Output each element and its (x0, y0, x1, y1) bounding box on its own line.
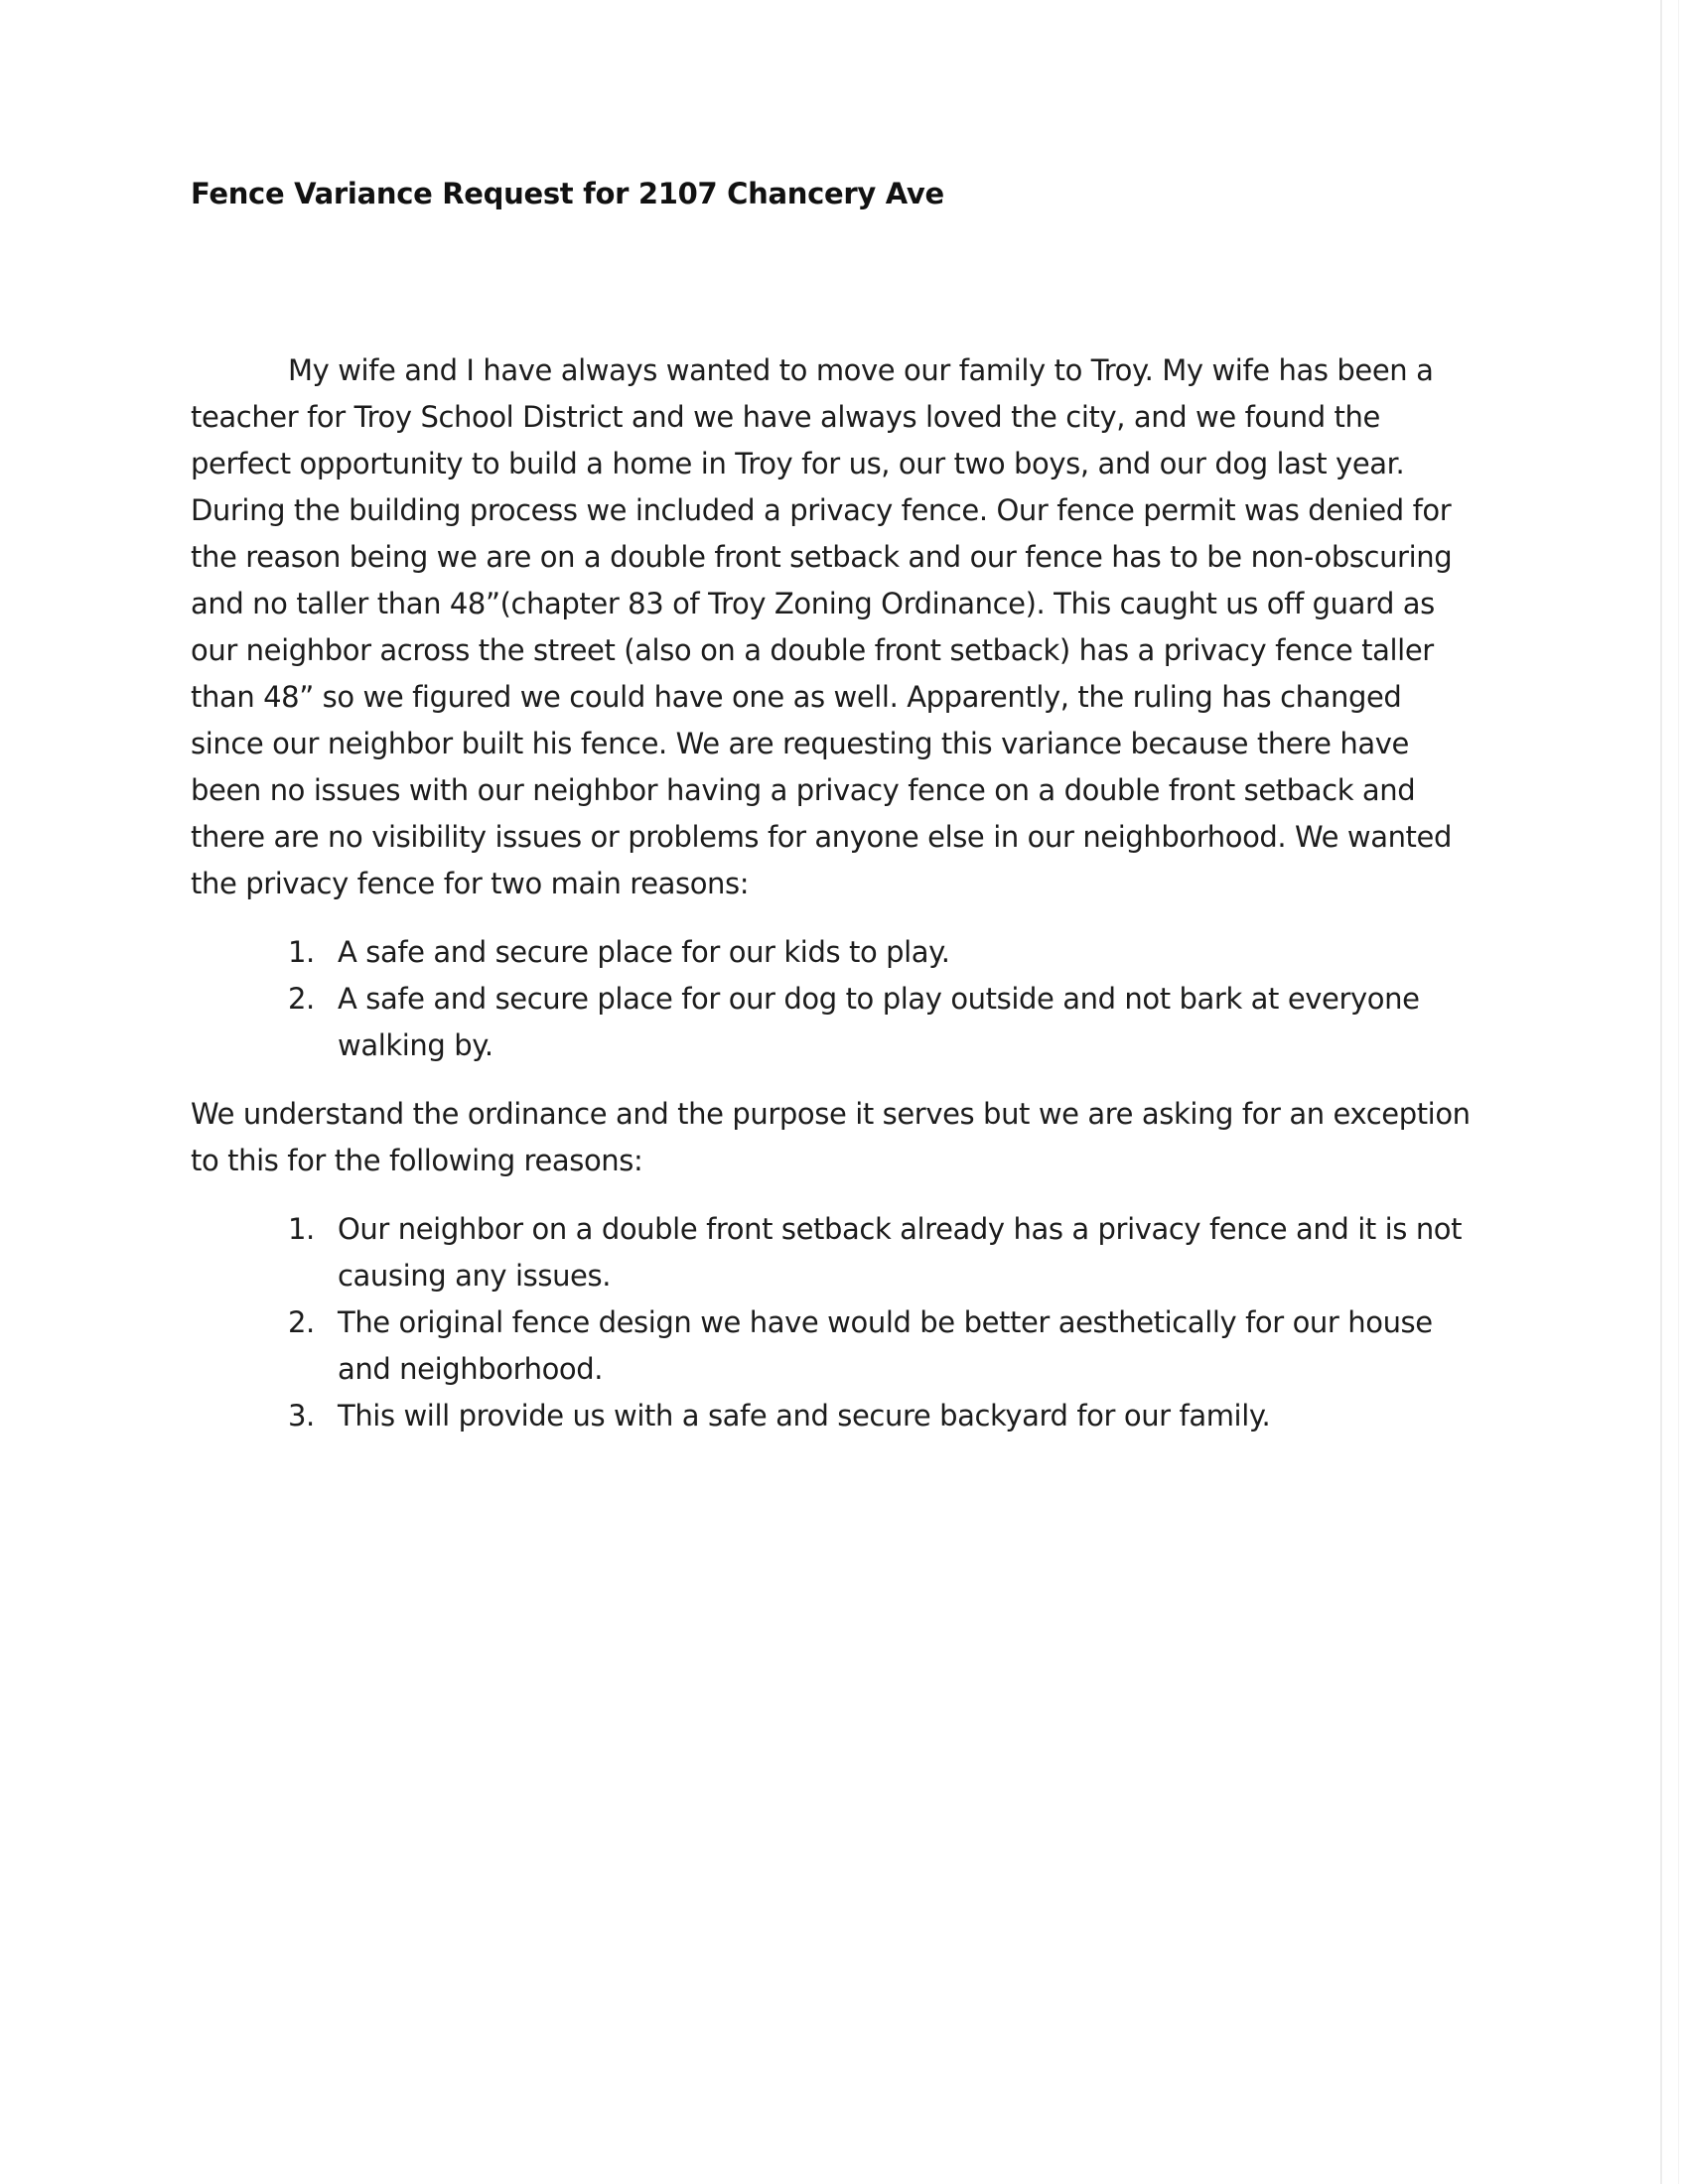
list-item (191, 976, 1481, 1069)
document-content (191, 177, 1481, 1439)
document-title: Fence Variance Request for 2107 Chancery Ave (191, 177, 944, 210)
list-item (191, 1299, 1481, 1393)
list-item-number: 1. (288, 1212, 315, 1246)
list-item-text: A safe and secure place for our kids to play. (338, 935, 950, 969)
list-item (191, 1393, 1481, 1439)
list-item-text: The original fence design we have would be better aesthetically for our house and neighborhood. (338, 1305, 1433, 1386)
list-item-number: 3. (288, 1399, 315, 1433)
list-item-text: This will provide us with a safe and secure backyard for our family. (338, 1399, 1271, 1433)
list-item (191, 929, 1481, 976)
list-item (191, 1206, 1481, 1299)
scan-edge-line (1660, 0, 1662, 2184)
list-item-number: 2. (288, 982, 315, 1016)
list-item-number: 1. (288, 935, 315, 969)
exception-paragraph: We understand the ordinance and the purpose it serves but we are asking for an exception to this for the following reasons: (191, 1097, 1471, 1177)
list-item-text: A safe and secure place for our dog to play outside and not bark at everyone walking by. (338, 982, 1420, 1062)
scan-edge-line-secondary (1678, 0, 1679, 2184)
exception-reasons-list (191, 1206, 1481, 1439)
list-item-text: Our neighbor on a double front setback already has a privacy fence and it is not causing any issues. (338, 1212, 1463, 1293)
list-item-number: 2. (288, 1305, 315, 1339)
main-reasons-list (191, 929, 1481, 1069)
intro-paragraph: My wife and I have always wanted to move our family to Troy. My wife has been a teacher for Troy School District and we have always loved the city, and we found the perfect opportunity to build a home in Troy for us, our two boys, and our dog last year. During the building process we included a privacy fence. Our fence permit was denied for the reason being we are on a double front setback and our fence has to be non-obscuring and no taller than 48”(chapter 83 of Troy Zoning Ordinance). This caught us off guard as our neighbor across the street (also on a double front setback) has a privacy fence taller than 48” so we figured we could have one as well. Apparently, the ruling has changed since our neighbor built his fence. We are requesting this variance because there have been no issues with our neighbor having a privacy fence on a double front setback and there are no visibility issues or problems for anyone else in our neighborhood. We wanted the privacy fence for two main reasons: (191, 353, 1453, 900)
